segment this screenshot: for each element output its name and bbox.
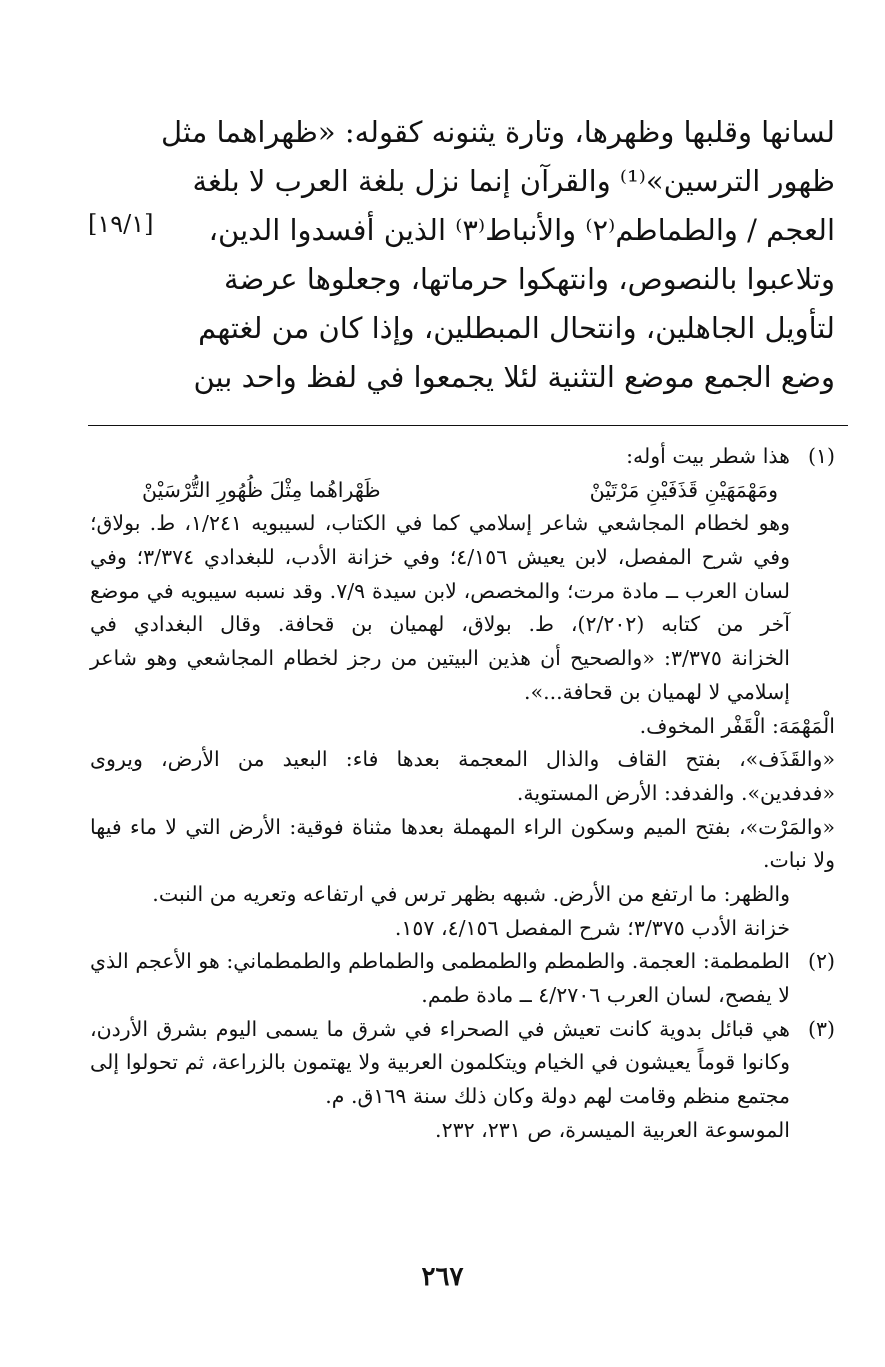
footnote-line: «والمَرْت»، بفتح الميم وسكون الراء المهملة بعدها مثناة فوقية: الأرض التي لا ماء فيها xyxy=(90,814,835,839)
main-text-line: لسانها وقلبها وظهرها، وتارة يثنونه كقوله: «ظهراهما مثل xyxy=(161,115,835,149)
footnote-body xyxy=(90,945,790,1012)
footnote-line: هي قبائل بدوية كانت تعيش في الصحراء في شرق ما يسمى اليوم بشرق الأردن، xyxy=(90,1016,790,1041)
footnote-line: ولا نبات. xyxy=(762,848,835,873)
main-text-line: لتأويل الجاهلين، وانتحال المبطلين، وإذا كان من لغتهم xyxy=(198,311,835,345)
page-number: ٢٦٧ xyxy=(421,1262,464,1292)
footnote-body xyxy=(90,710,835,946)
footnote-body xyxy=(90,440,790,710)
main-text-line: ظهور الترسين»⁽¹⁾ والقرآن إنما نزل بلغة العرب لا بلغة xyxy=(192,164,835,198)
footnote-line: وهو لخطام المجاشعي شاعر إسلامي كما في الكتاب، لسيبويه ١/٢٤١، ط. بولاق؛ xyxy=(90,511,790,536)
footnotes-block xyxy=(90,440,835,1147)
poetry-verse xyxy=(90,474,790,508)
footnote-line: الْمَهْمَهَ: الْقَفْر المخوف. xyxy=(639,713,835,738)
page-reference-marker: [١٩/١] xyxy=(88,210,154,238)
footnote-1 xyxy=(90,440,835,710)
main-text-line: وتلاعبوا بالنصوص، وانتهكوا حرماتها، وجعلوها عرضة xyxy=(224,262,835,296)
footnote-separator xyxy=(88,425,848,426)
footnote-line: الموسوعة العربية الميسرة، ص ٢٣١، ٢٣٢. xyxy=(435,1117,790,1142)
footnote-line: هذا شطر بيت أوله: xyxy=(626,444,790,468)
footnote-number: (١) xyxy=(807,444,835,468)
main-text-line: وضع الجمع موضع التثنية لئلا يجمعوا في لفظ واحد بين xyxy=(193,360,835,394)
main-text-block xyxy=(161,108,835,402)
footnote-1-glossary xyxy=(90,710,835,946)
footnote-number: (٣) xyxy=(807,1016,835,1041)
footnote-line: لا يفصح، لسان العرب ٤/٢٧٠٦ ــ مادة طمم. xyxy=(421,983,790,1007)
footnote-line: الخزانة ٣/٣٧٥: «والصحيح أن هذين البيتين من رجز لخطام المجاشعي وهو شاعر xyxy=(90,646,790,671)
footnote-line: «والقَذَف»، بفتح القاف والذال المعجمة بعدها فاء: البعيد من الأرض، ويروى xyxy=(90,747,835,772)
footnote-line: خزانة الأدب ٣/٣٧٥؛ شرح المفصل ٤/١٥٦، ١٥٧. xyxy=(394,915,790,940)
footnote-line: الطمطمة: العجمة. والطمطم والطمطمى والطماطم والطمطماني: هو الأعجم الذي xyxy=(90,949,790,974)
footnote-2 xyxy=(90,945,835,1012)
footnote-line: وفي شرح المفصل، لابن يعيش ٤/١٥٦؛ وفي خزانة الأدب، للبغدادي ٣/٣٧٤؛ وفي xyxy=(90,545,791,570)
footnote-line: لسان العرب ــ مادة مرت؛ والمخصص، لابن سيدة ٧/٩. وقد نسبه سيبويه في موضع xyxy=(90,578,790,603)
footnote-body xyxy=(90,1013,790,1148)
verse-hemistich-first: ومَهْمَهَيْنِ قَذَفَيْنِ مَرْتَيْنْ xyxy=(589,477,778,502)
verse-hemistich-second: ظَهْراهُما مِثْلَ ظُهُورِ التُّرْسَيْنْ xyxy=(142,477,381,502)
footnote-line: «فدفدين». والفدفد: الأرض المستوية. xyxy=(516,780,835,805)
footnote-line: وكانوا قوماً يعيشون في الخيام ويتكلمون العربية ولا يهتمون بالزراعة، ثم تحولوا إلى xyxy=(90,1050,790,1075)
footnote-line: آخر من كتابه (٢/٢٠٢)، ط. بولاق، لهميان بن قحافة. وقال البغدادي في xyxy=(90,612,790,637)
footnote-line: مجتمع منظم وقامت لهم دولة وكان ذلك سنة ١٦٩ق. م. xyxy=(325,1084,790,1109)
footnote-line: إسلامي لا لهميان بن قحافة...». xyxy=(524,679,790,704)
footnote-line: والظهر: ما ارتفع من الأرض. شبهه بظهر ترس في ارتفاعه وتعريه من النبت. xyxy=(152,881,790,906)
main-text-line: العجم / والطماطم⁽٢⁾ والأنباط⁽٣⁾ الذين أفسدوا الدين، xyxy=(208,213,835,247)
footnote-3 xyxy=(90,1013,835,1148)
footnote-number: (٢) xyxy=(807,949,835,974)
